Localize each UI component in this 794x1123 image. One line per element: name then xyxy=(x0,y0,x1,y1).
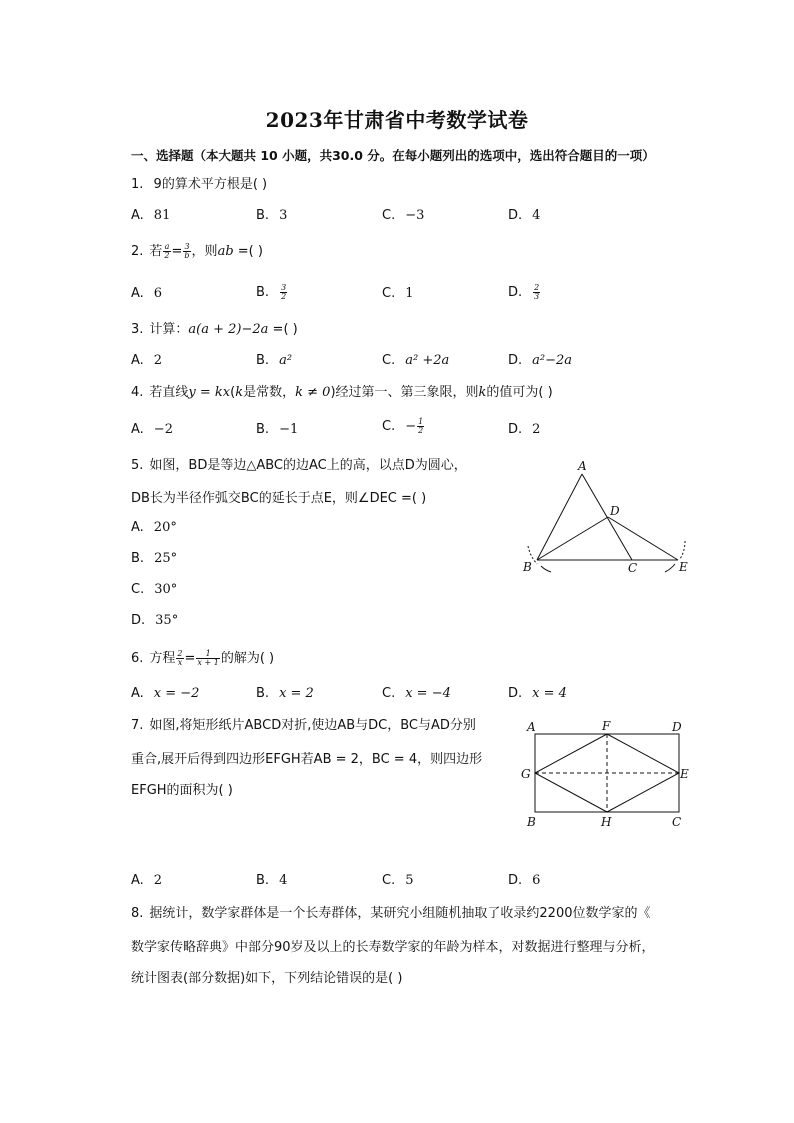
q7-option-d: D. 6 xyxy=(508,873,541,888)
q3-option-d: D. a²−2a xyxy=(508,353,573,368)
rectangle-figure xyxy=(518,715,698,835)
question-8-line-2: 数学家传略辞典》中部分90岁及以上的长寿数学家的年龄为样本，对数据进行整理与分析， xyxy=(131,940,655,955)
section-heading: 一、选择题（本大题共 10 小题，共30.0 分。在每小题列出的选项中，选出符合题目的一项） xyxy=(131,148,655,163)
q5-option-d: D. 35° xyxy=(131,613,179,628)
question-3: 3. 计算：a(a + 2)−2a =( ) xyxy=(131,322,298,337)
label-B: B xyxy=(523,560,532,574)
question-7-line-2: 重合,展开后得到四边形EFGH若AB = 2，BC = 4，则四边形 xyxy=(131,752,483,767)
q6-option-a: A. x = −2 xyxy=(131,686,200,701)
question-number: 1. xyxy=(131,177,144,192)
q4-option-c: C. − $\frac{1}{2}$ xyxy=(382,417,424,435)
triangle-figure xyxy=(515,455,700,580)
question-4: 4. 若直线y = kx(k是常数，k ≠ 0)经过第一、第三象限，则k的值可为( ) xyxy=(131,385,553,400)
q2-option-d: D. $\frac{2}{3}$ xyxy=(508,283,540,301)
question-8: 8. 据统计，数学家群体是一个长寿群体，某研究小组随机抽取了收录约2200位数学家的《 xyxy=(131,906,651,921)
q4-option-a: A. −2 xyxy=(131,422,173,437)
q1-option-a: A. 81 xyxy=(131,208,171,223)
label-H: H xyxy=(601,815,612,829)
q3-option-c: C. a² +2a xyxy=(382,353,450,368)
q4-option-b: B. −1 xyxy=(256,422,299,437)
label-A: A xyxy=(578,459,587,473)
label-B: B xyxy=(527,815,536,829)
q7-option-b: B. 4 xyxy=(256,873,288,888)
q3-option-a: A. 2 xyxy=(131,353,163,368)
label-D: D xyxy=(610,504,620,518)
label-E: E xyxy=(680,767,689,781)
label-A: A xyxy=(527,720,536,734)
q4-option-d: D. 2 xyxy=(508,422,541,437)
fraction: $\frac{a}{2}$ xyxy=(164,242,170,260)
label-D: D xyxy=(672,720,682,734)
question-6: 6. 方程 $\frac{2}{x}$ = $\frac{1}{x + 1}$ 的解为( ) xyxy=(131,649,275,667)
q5-option-b: B. 25° xyxy=(131,551,178,566)
q1-option-c: C. −3 xyxy=(382,208,425,223)
fraction: $\frac{1}{x + 1}$ xyxy=(197,649,219,667)
q2-option-c: C. 1 xyxy=(382,286,414,301)
page-title: 2023年甘肃省中考数学试卷 xyxy=(265,108,529,132)
label-C: C xyxy=(628,561,638,575)
question-5: 5. 如图，BD是等边△ABC的边AC上的高，以点D为圆心， xyxy=(131,458,467,473)
label-E: E xyxy=(679,560,688,574)
question-2: 2. 若 $\frac{a}{2}$ = $\frac{3}{b}$ ，则ab =( ) xyxy=(131,242,263,260)
q6-option-d: D. x = 4 xyxy=(508,686,567,701)
q3-option-b: B. a² xyxy=(256,353,293,368)
label-F: F xyxy=(602,719,611,733)
q5-option-c: C. 30° xyxy=(131,582,178,597)
question-5-line-2: DB长为半径作弧交BC的延长于点E，则∠DEC =( ) xyxy=(131,491,427,506)
question-7: 7. 如图,将矩形纸片ABCD对折,使边AB与DC，BC与AD分别 xyxy=(131,718,476,733)
question-1 xyxy=(131,176,267,194)
fraction: $\frac{2}{x}$ xyxy=(177,649,183,667)
q1-option-b: B. 3 xyxy=(256,208,288,223)
q6-option-b: B. x = 2 xyxy=(256,686,314,701)
q2-option-a: A. 6 xyxy=(131,286,163,301)
q6-option-c: C. x = −4 xyxy=(382,686,451,701)
question-8-line-3: 统计图表(部分数据)如下，下列结论错误的是( ) xyxy=(131,971,403,986)
fraction: $\frac{3}{b}$ xyxy=(184,242,190,260)
label-C: C xyxy=(672,815,682,829)
question-text: 9的算术平方根是( ) xyxy=(153,177,268,192)
q5-option-a: A. 20° xyxy=(131,520,177,535)
q2-option-b: B. $\frac{3}{2}$ xyxy=(256,283,287,301)
question-7-line-3: EFGH的面积为( ) xyxy=(131,783,233,798)
q7-option-c: C. 5 xyxy=(382,873,414,888)
q7-option-a: A. 2 xyxy=(131,873,163,888)
q1-option-d: D. 4 xyxy=(508,208,541,223)
label-G: G xyxy=(521,767,531,781)
